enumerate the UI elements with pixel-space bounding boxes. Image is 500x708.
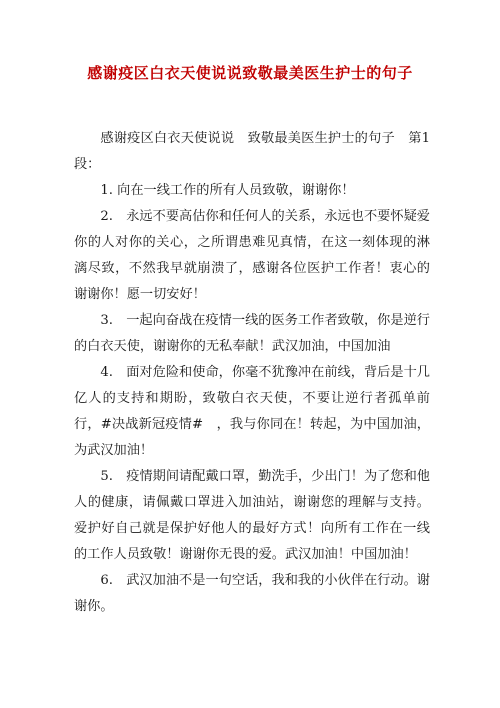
paragraph-6: 6. 武汉加油不是一句空话，我和我的小伙伴在行动。谢谢你。 [74,573,430,614]
paragraph-4: 4. 面对危险和使命，你毫不犹豫冲在前线，背后是十几亿人的支持和期盼，致敬白衣天使，不要让逆行者孤单前行，#决战新冠疫情# ，我与你同在！转起，为中国加油，为武汉加油！ [74,365,430,458]
paragraph-5: 5. 疫情期间请配戴口罩，勤洗手，少出门！为了您和他人的健康，请佩戴口罩进入加油站，谢谢您的理解与支持。爱护好自己就是保护好他人的最好方式！向所有工作在一线的工作人员致敬！谢谢你无畏的爱。武汉加油！中国加油！ [74,469,430,562]
paragraph-1: 1. 向在一线工作的所有人员致敬，谢谢你！ [100,183,355,198]
document-title: 感谢疫区白衣天使说说致敬最美医生护士的句子 [87,64,413,82]
paragraph-2: 2. 永远不要高估你和任何人的关系，永远也不要怀疑爱你的人对你的关心，之所谓患难见真情，在这一刻体现的淋漓尽致，不然我早就崩溃了，感谢各位医护工作者！衷心的谢谢你！愿一切安好！ [74,209,430,302]
paragraph-intro: 感谢疫区白衣天使说说 致敬最美医生护士的句子 第1段： [74,131,430,172]
document-body [74,126,430,620]
paragraph-3: 3. 一起向奋战在疫情一线的医务工作者致敬，你是逆行的白衣天使，谢谢你的无私奉献！武汉加油，中国加油 [74,313,430,354]
